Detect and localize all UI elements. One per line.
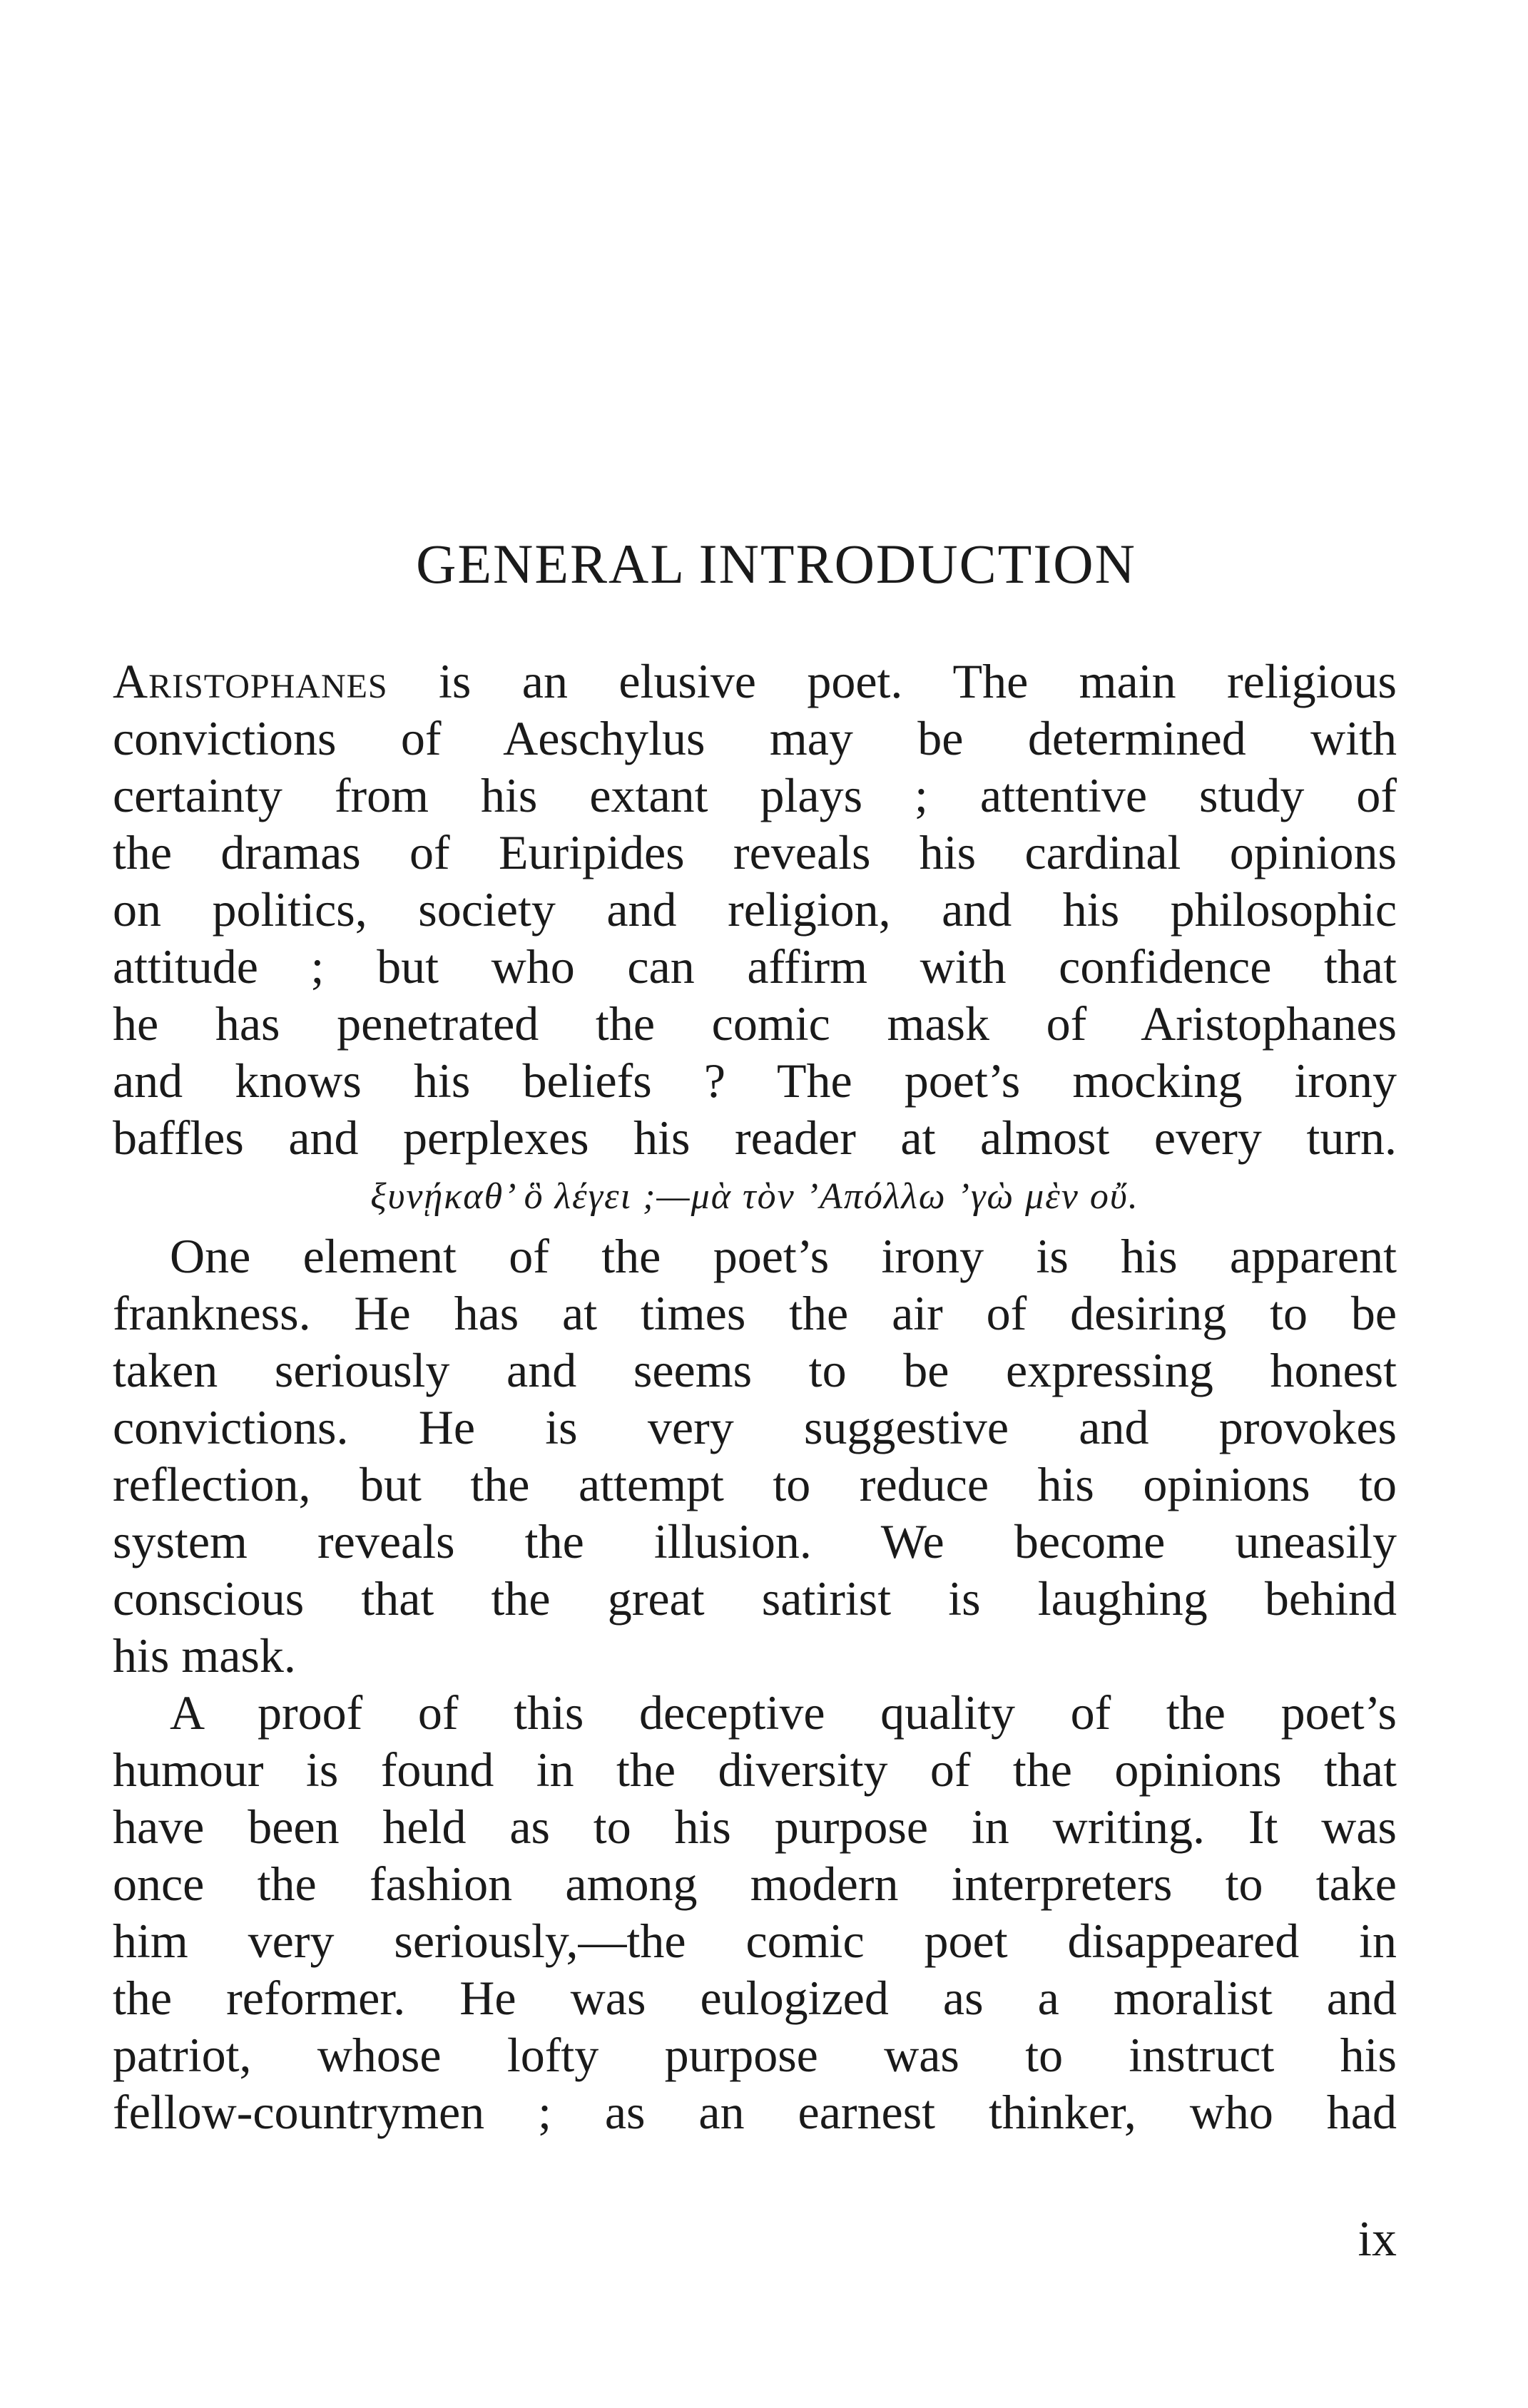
book-page	[113, 0, 1397, 2408]
lead-rest: is an elusive poet. The main religious	[387, 654, 1397, 708]
text-line: taken seriously and seems to be expressing honest	[113, 1343, 1397, 1397]
text-line: A proof of this deceptive quality of the poet’s	[170, 1685, 1397, 1740]
lead-word: Aristophanes	[113, 654, 388, 708]
text-line: on politics, society and religion, and his philosophic	[113, 882, 1397, 937]
text-line: convictions. He is very suggestive and provokes	[113, 1400, 1397, 1454]
text-line: the reformer. He was eulogized as a moralist and	[113, 1971, 1397, 2025]
text-line: reflection, but the attempt to reduce his opinions to	[113, 1457, 1397, 1511]
page-number: ix	[1358, 2212, 1397, 2267]
text-line: once the fashion among modern interpreters to take	[113, 1857, 1397, 1911]
text-line: his mask.	[113, 1628, 296, 1683]
text-line: and knows his beliefs ? The poet’s mocking irony	[113, 1054, 1397, 1108]
chapter-heading: GENERAL INTRODUCTION	[416, 533, 1136, 595]
text-line: conscious that the great satirist is laughing behind	[113, 1571, 1397, 1626]
text-line: humour is found in the diversity of the opinions that	[113, 1743, 1397, 1797]
text-line: he has penetrated the comic mask of Aristophanes	[113, 996, 1397, 1051]
body-text	[113, 653, 1397, 2141]
text-line: have been held as to his purpose in writing. It was	[113, 1800, 1397, 1854]
text-line: fellow-countrymen ; as an earnest thinker, who had	[113, 2085, 1397, 2139]
text-line: system reveals the illusion. We become uneasily	[113, 1514, 1397, 1568]
text-line: One element of the poet’s irony is his apparent	[170, 1229, 1397, 1283]
greek-quotation: ξυνῄκαθ’ ὃ λέγει ;—μὰ τὸν ’Απόλλω ’γὼ μὲν οὔ.	[370, 1176, 1139, 1217]
text-line: him very seriously,—the comic poet disappeared in	[113, 1914, 1397, 1968]
text-line: patriot, whose lofty purpose was to instruct his	[113, 2028, 1397, 2082]
text-line: certainty from his extant plays ; attentive study of	[113, 768, 1397, 822]
text-line: frankness. He has at times the air of desiring to be	[113, 1286, 1397, 1340]
text-line: convictions of Aeschylus may be determined with	[113, 711, 1397, 765]
text-line	[113, 653, 1397, 710]
text-line: attitude ; but who can affirm with confidence that	[113, 939, 1397, 994]
text-line: baffles and perplexes his reader at almost every turn.	[113, 1111, 1397, 1165]
text-line: the dramas of Euripides reveals his cardinal opinions	[113, 825, 1397, 879]
